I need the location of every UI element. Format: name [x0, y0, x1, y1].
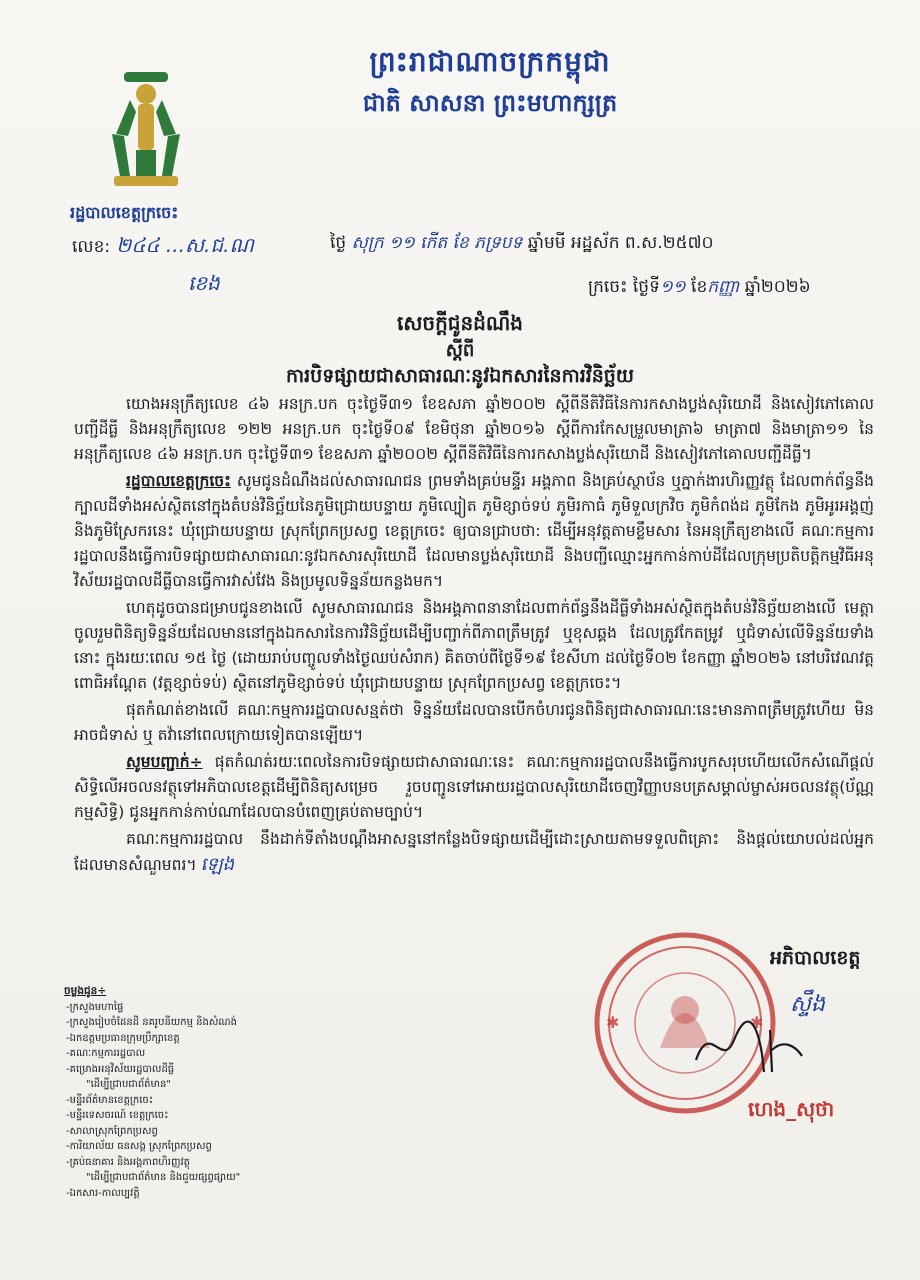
gregorian-date: [588, 276, 811, 301]
lunar-date: [330, 232, 714, 257]
recipient-item: -គ្រប់ធនាគារ និងអង្គភាពហិរញ្ញវត្ថុ: [66, 1156, 191, 1168]
recipient-note: "ដើម្បីជ្រាបជាព័ត៌មាន": [86, 1079, 171, 1090]
governor-handwritten: ស្ទឹង: [790, 992, 825, 1017]
lunar-date-handwritten: សុក្រ ១១ កើត ខែ ភទ្របទ: [351, 233, 523, 253]
recipient-item: -សាលាស្រុកព្រែកប្រសព្វ: [66, 1125, 158, 1137]
recipient-item: -មន្ទីរព័ត៌មានខេត្តក្រចេះ: [66, 1094, 154, 1106]
handwritten-initials: ឡេង: [200, 854, 235, 875]
signatory-name: ហេង_សុថា: [748, 1097, 835, 1121]
national-motto: ជាតិ សាសនា ព្រះមហាក្សត្រ: [362, 89, 618, 117]
recipient-item: -ឯកឧត្ដមប្រធានក្រុមប្រឹក្សាខេត្ត: [66, 1032, 180, 1044]
paragraph-notice: [74, 469, 874, 594]
paragraph-review-period: ហេតុដូចបានជម្រាបជូនខាងលើ សូមសាធារណជន និងអង្គភាពនានាដែលពាក់ព័ន្ធនឹងដីធ្លីទាំងអស់ស្ថិតក្នុងតំបន់វិនិច្ឆ័យខាងលើ មេត្តាចូលរួមពិនិត្យទិន្នន័យដែលមាននៅក្នុងឯកសារនៃការវិនិច្ឆ័យដើម្បីបញ្ជាក់ពីភាពត្រឹមត្រូវ ឬខុសឆ្គង ដែលត្រូវកែតម្រូវ ឬជំទាស់លើទិន្នន័យទាំងនោះ ក្នុងរយៈពេល ១៥ ថ្ងៃ (ដោយរាប់បញ្ចូលទាំងថ្ងៃឈប់សំរាក) គិតចាប់ពីថ្ងៃទី១៩ ខែសីហា ដល់ថ្ងៃទី០២ ខែកញ្ញា ឆ្នាំ២០២៦ នៅបរិវេណវត្តពោធិអណ្ដែត (វត្តខ្សាច់ទប់) ស្ថិតនៅភូមិខ្សាច់ទប់ ឃុំជ្រោយបន្ទាយ ស្រុកព្រែកប្រសព្វ ខេត្តក្រចេះ។: [74, 599, 874, 692]
lunar-date-suffix: ឆ្នាំមមី អដ្ឋស័ក ព.ស.២៥៧០: [527, 233, 714, 253]
gregorian-date-prefix: ក្រចេះ ថ្ងៃទី: [588, 277, 660, 297]
gregorian-day: ១១: [659, 277, 686, 297]
reference-number: [72, 232, 254, 262]
reference-handwritten: ២៤៤ ...ស.ជ.ណ: [116, 233, 254, 257]
document-body: [74, 392, 874, 880]
recipients-list: [64, 984, 304, 1201]
document-title: សេចក្ដីជូនដំណឹង: [397, 311, 523, 335]
paragraph-reference: យោងអនុក្រឹត្យលេខ ៤៦ អនក្រ.បក ចុះថ្ងៃទី៣១ ខែឧសភា ឆ្នាំ២០០២ ស្ដីពីនីតិវិធីនៃការកសាងប្លង់សុរិយោដី និងសៀវភៅគោលបញ្ជីដីធ្លី និងអនុក្រឹត្យលេខ ១២២ អនក្រ.បក ចុះថ្ងៃទី០៩ ខែមិថុនា ឆ្នាំ២០១៦ ស្ដីពីការកែសម្រួលមាត្រា៦ មាត្រា៧ និងមាត្រា១១ នៃអនុក្រឹត្យលេខ ៤៦ អនក្រ.បក ចុះថ្ងៃទី៣១ ខែឧសភា ឆ្នាំ២០០២ ស្ដីពីនីតិវិធីនៃការកសាងប្លង់សុរិយោដី និងសៀវភៅគោលបញ្ជីដីធ្លី។: [74, 395, 874, 463]
paragraph-notice-text: សូមជូនដំណឹងដល់សាធារណជន ព្រមទាំងគ្រប់មន្ទីរ អង្គភាព និងគ្រប់ស្ថាប័ន ឬភ្នាក់ងារហិរញ្ញវត្ថុ ដែលពាក់ព័ន្ធនឹងក្បាលដីទាំងអស់ស្ថិតនៅក្នុងតំបន់វិនិច្ឆ័យនៃភូមិជ្រោយបន្ទាយ ភូមិល្បៀត ភូមិខ្សាច់ទប់ ភូមិរកាធំ ភូមិទួលក្រវិច ភូមិកំពង់ដ ភូមិកែង ភូមិអូរអង្គញ់ និងភូមិស្រែករនេះ ឃុំជ្រោយបន្ទាយ ស្រុកព្រែកប្រសព្វ ខេត្តក្រចេះ ឲ្យបានជ្រាបថា: ដើម្បីអនុវត្តតាមខ្លឹមសារ នៃអនុក្រឹត្យខាងលើ គណៈកម្មការរដ្ឋបាលនឹងធ្វើការបិទផ្សាយជាសាធារណៈនូវឯកសារសុរិយោដី ដែលមានប្លង់សុរិយោដី និងបញ្ជីឈ្មោះអ្នកកាន់កាប់ដីដែលក្រុមប្រតិបត្តិកម្មវិធីអនុវិស័យរដ្ឋបាលដីធ្លីបានធ្វើការវាស់វែង និងប្រមូលទិន្នន័យកន្លងមក។: [74, 472, 874, 590]
recipients-title: ចម្លងជូន÷: [64, 985, 107, 997]
gregorian-year: ឆ្នាំ២០២៦: [744, 277, 811, 297]
document-title-about: ស្ដីពី: [445, 340, 475, 361]
recipient-item: -ក្រសួងរៀបចំដែនដី នគរូបនីយកម្ម និងសំណង់: [66, 1017, 237, 1028]
gregorian-month: កញ្ញា: [707, 277, 740, 297]
svg-text:✱: ✱: [750, 1013, 764, 1032]
recipient-item: -ក្រសួងមហាផ្ទៃ: [66, 1001, 124, 1013]
paragraph-note-lead: សូមបញ្ជាក់÷: [126, 753, 203, 771]
signatory-title: អភិបាលខេត្ត: [770, 947, 861, 969]
recipient-item: -ការិយាល័យ ធនសង្គ ស្រុកព្រែកប្រសព្វ: [66, 1141, 212, 1152]
recipient-item: -គម្រោងអនុវិស័យរដ្ឋបាលដីធ្លី: [66, 1063, 175, 1075]
paragraph-complaint-desk: [74, 827, 874, 878]
recipient-item: -គណៈកម្មការរដ្ឋបាល: [66, 1048, 146, 1059]
lunar-date-prefix: ថ្ងៃ: [330, 233, 347, 253]
paragraph-deadline: ផុតកំណត់ខាងលើ គណៈកម្មការរដ្ឋបាលសន្មត់ថា ទិន្នន័យដែលបានបើកចំហរជូនពិនិត្យជាសាធារណៈនេះមានភាពត្រឹមត្រូវហើយ មិនអាចជំទាស់ ឬ តវ៉ានៅពេលក្រោយទៀតបានឡើយ។: [74, 701, 874, 744]
document-subject: ការបិទផ្សាយជាសាធារណៈនូវឯកសារនៃការវិនិច្ឆ័យ: [286, 365, 634, 387]
paragraph-complaint-text: គណៈកម្មការរដ្ឋបាល នឹងដាក់ទីតាំងបណ្ដឹងអាសន្ននៅកន្លែងបិទផ្សាយដើម្បីដោះស្រាយតាមទទួលពិគ្រោះ និងផ្ដល់យោបល់ដល់អ្នកដែលមានសំណួមពរ។: [74, 830, 874, 874]
recipient-note: "ដើម្បីជ្រាបជាព័ត៌មាន និងជួយផ្សព្វផ្សាយ": [86, 1172, 241, 1183]
royal-emblem-icon: [100, 64, 192, 192]
paragraph-notice-lead: រដ្ឋបាលខេត្តក្រចេះ: [126, 472, 231, 490]
recipient-item: -ឯកសារ-កាលប្បវត្តិ: [66, 1187, 140, 1199]
svg-text:✱: ✱: [606, 1013, 620, 1032]
reference-label: លេខ:: [72, 237, 111, 257]
paragraph-note: [74, 750, 874, 825]
kingdom-heading: ព្រះរាជាណាចក្រកម្ពុជា: [369, 45, 611, 78]
gregorian-month-label: ខែ: [691, 277, 708, 297]
reference-handwritten-note: ខេង: [188, 271, 220, 295]
recipient-item: -មន្ទីរទេសចរណ៍ ខេត្តក្រចេះ: [66, 1110, 169, 1121]
paragraph-note-text: ផុតកំណត់រយៈពេលនៃការបិទផ្សាយជាសាធារណៈនេះ គណៈកម្មការរដ្ឋបាលនឹងធ្វើការបូកសរុបហើយលើកសំណើផ្ដល់សិទ្ធិលើអចលនវត្ថុទៅអភិបាលខេត្តដើម្បីពិនិត្យសម្រេច រួចបញ្ជូនទៅអោយរដ្ឋបាលសុរិយោដីចេញវិញ្ញាបនបត្រសម្គាល់ម្ចាស់អចលនវត្ថុ(ប័ណ្ណកម្មសិទ្ធិ) ជូនអ្នកកាន់កាប់ណាដែលបានបំពេញគ្រប់តាមច្បាប់។: [74, 753, 874, 821]
handwritten-signature: [690, 1010, 810, 1080]
issuer-administration: រដ្ឋបាលខេត្តក្រចេះ: [70, 203, 179, 222]
